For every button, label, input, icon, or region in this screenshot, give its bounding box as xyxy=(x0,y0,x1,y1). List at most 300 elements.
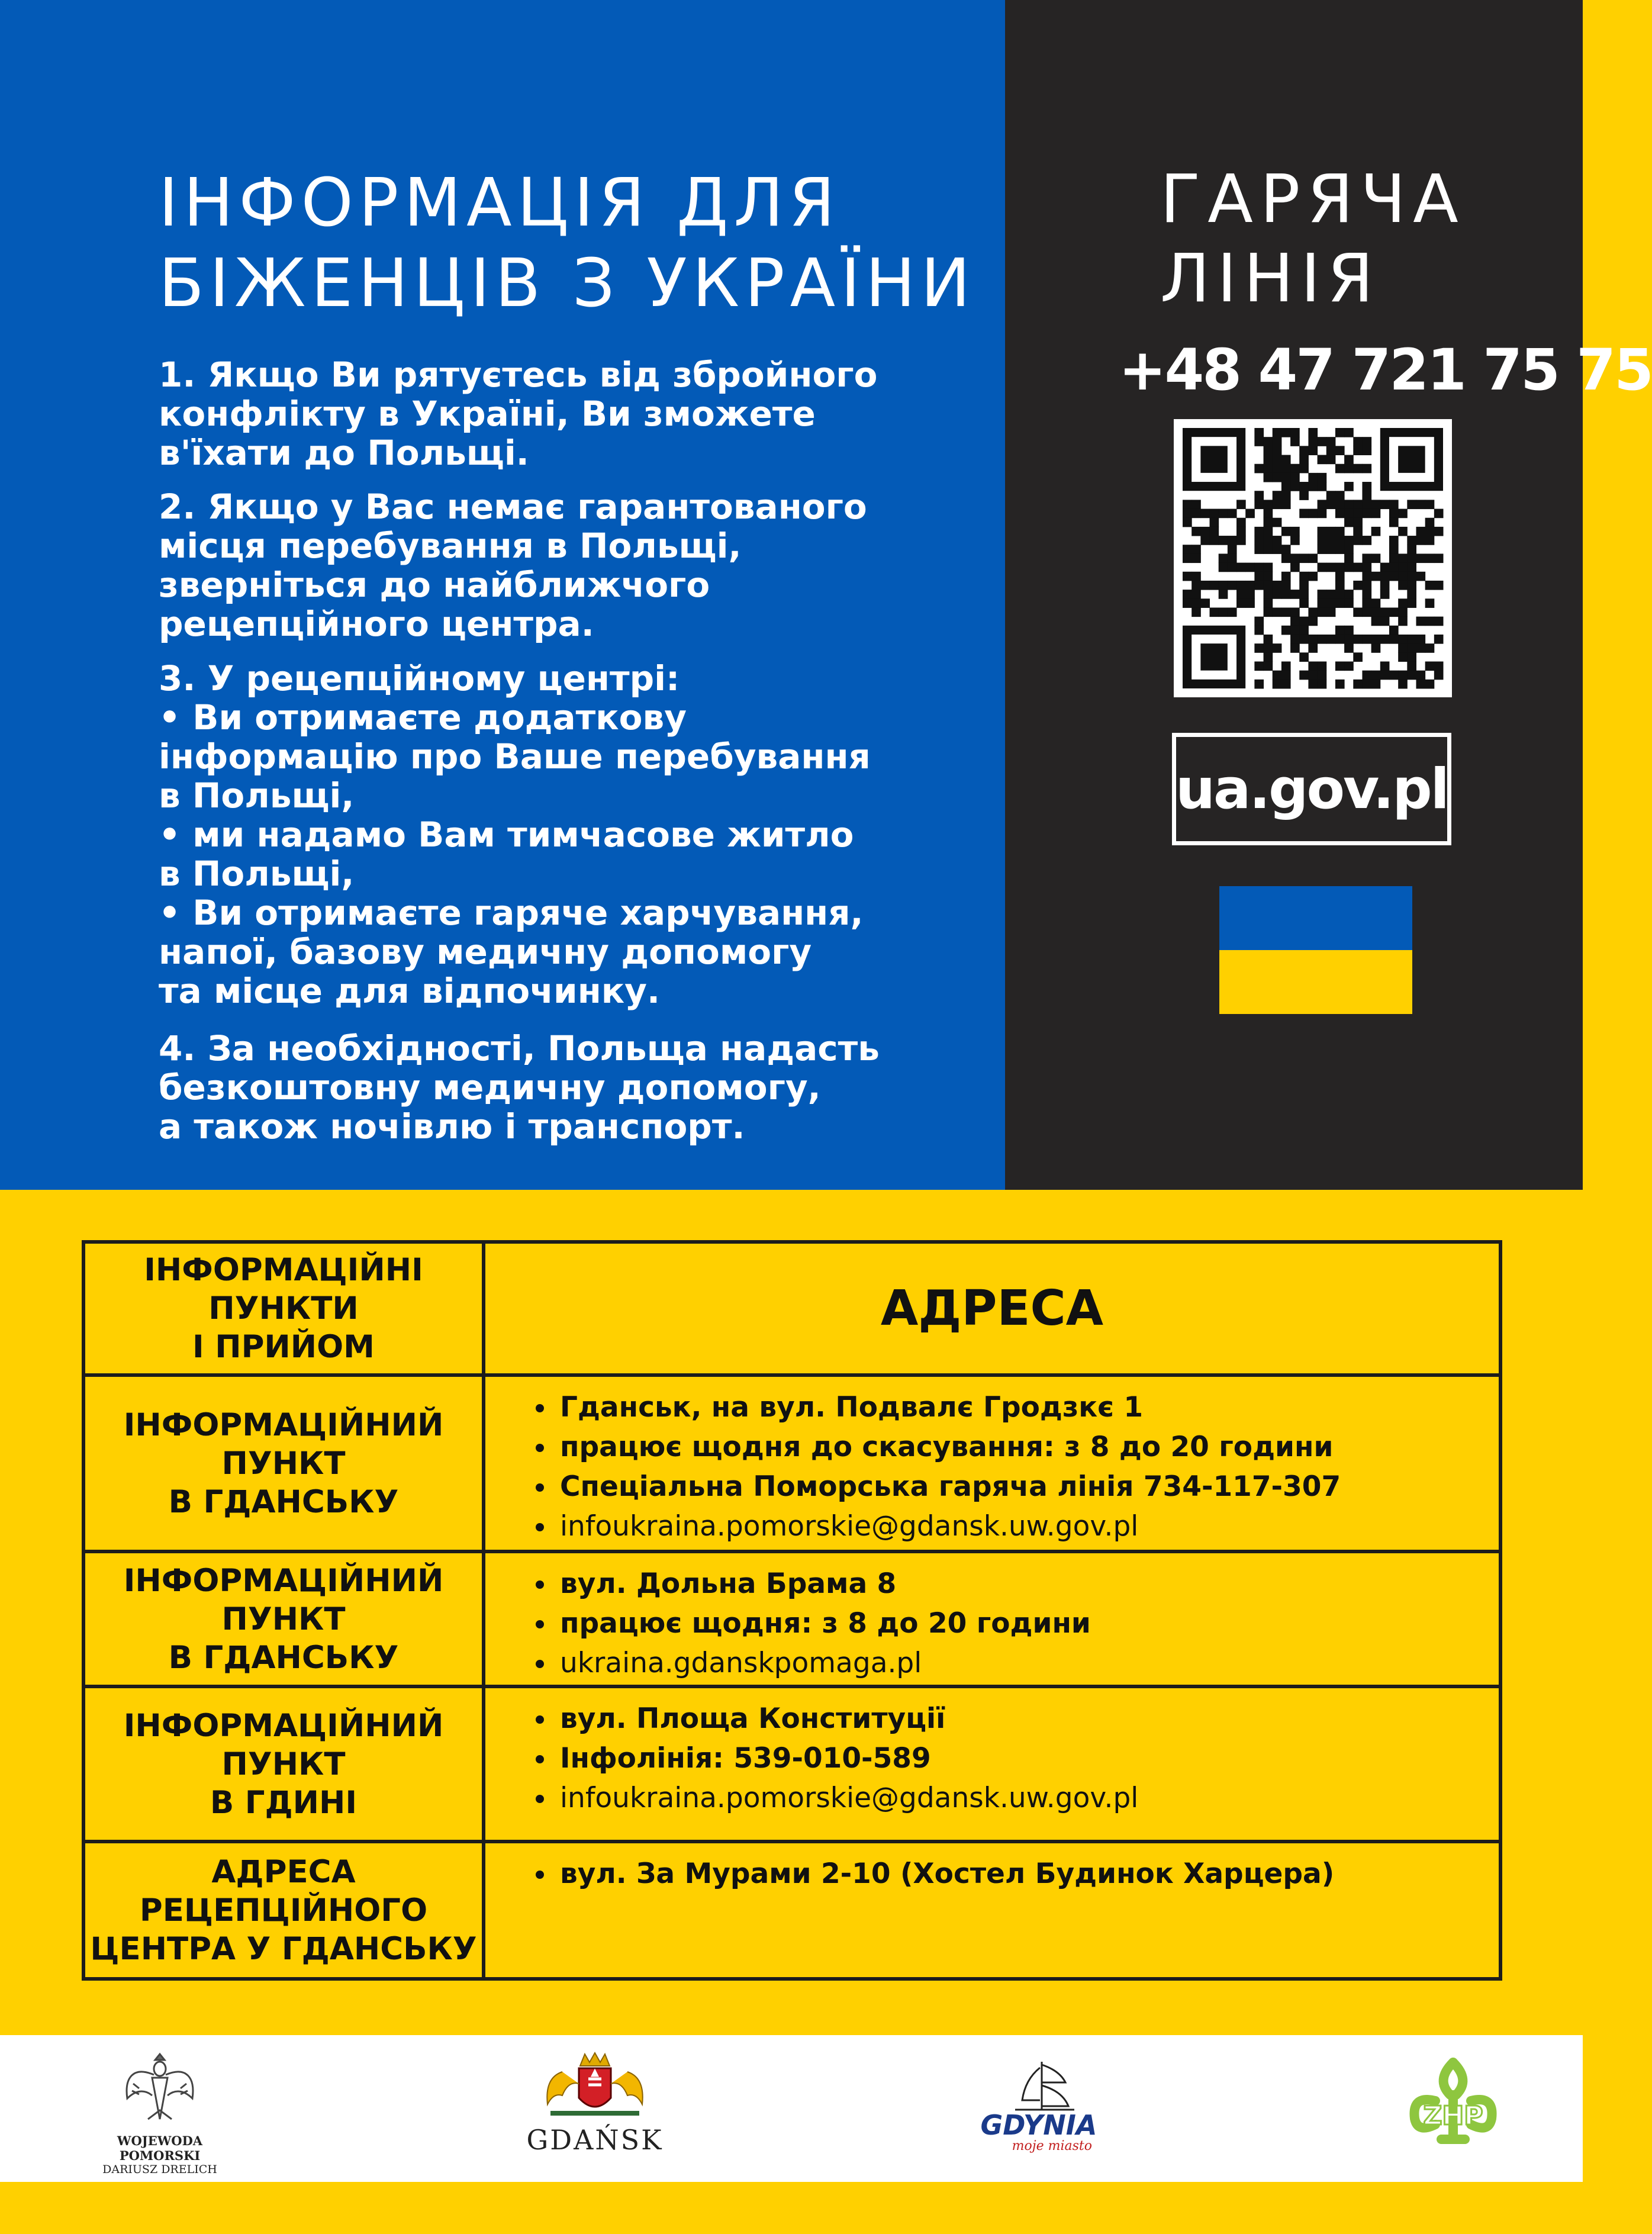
qr-module xyxy=(1362,482,1371,491)
row-title-cell xyxy=(83,1375,484,1551)
qr-module xyxy=(1326,500,1336,509)
qr-module xyxy=(1353,607,1363,617)
qr-module xyxy=(1318,680,1327,689)
qr-module xyxy=(1210,518,1219,527)
qr-module xyxy=(1380,607,1390,617)
qr-module xyxy=(1308,437,1318,446)
qr-module xyxy=(1398,652,1408,662)
qr-module xyxy=(1362,491,1371,500)
qr-module xyxy=(1281,491,1291,500)
qr-module xyxy=(1273,536,1282,545)
qr-module xyxy=(1326,607,1336,617)
qr-module xyxy=(1335,572,1345,581)
qr-module xyxy=(1344,563,1354,572)
qr-module xyxy=(1434,527,1444,536)
qr-module xyxy=(1362,563,1371,572)
qr-module xyxy=(1326,446,1336,455)
qr-module xyxy=(1407,581,1416,590)
qr-module xyxy=(1264,509,1273,519)
qr-module xyxy=(1344,464,1354,474)
qr-module xyxy=(1273,518,1282,527)
table-row xyxy=(83,1551,1500,1686)
qr-module xyxy=(1353,581,1363,590)
zhp-letters: ZHP xyxy=(1423,2101,1483,2131)
info-item-3 xyxy=(159,659,928,1010)
info-points-table xyxy=(82,1240,1502,1981)
polish-eagle-icon xyxy=(115,2042,204,2131)
qr-module xyxy=(1389,536,1399,545)
qr-module xyxy=(1416,527,1425,536)
qr-module xyxy=(1191,607,1201,617)
qr-module xyxy=(1273,671,1282,680)
qr-module xyxy=(1290,473,1300,482)
qr-module xyxy=(1407,545,1416,554)
info-line: напої, базову медичну допомогу xyxy=(159,932,812,972)
qr-module xyxy=(1434,661,1444,671)
qr-module xyxy=(1264,455,1273,465)
info-line: а також ночівлю і транспорт. xyxy=(159,1106,745,1147)
info-line: • ми надамо Вам тимчасове житло xyxy=(159,815,854,855)
qr-module xyxy=(1308,428,1318,437)
qr-module xyxy=(1281,553,1291,563)
qr-module xyxy=(1371,643,1381,653)
qr-module xyxy=(1335,446,1345,455)
qr-module xyxy=(1326,635,1336,644)
gdansk-logo xyxy=(521,2048,669,2156)
qr-module xyxy=(1344,509,1354,519)
qr-module xyxy=(1434,671,1444,680)
qr-module xyxy=(1344,545,1354,554)
qr-module xyxy=(1228,607,1237,617)
qr-module xyxy=(1318,563,1327,572)
row-title-line: ІНФОРМАЦІЙНИЙ xyxy=(123,1406,444,1443)
qr-module xyxy=(1264,527,1273,536)
info-item-4 xyxy=(159,1029,928,1146)
qr-module xyxy=(1299,491,1309,500)
row-title-line: ІНФОРМАЦІЙНИЙ xyxy=(123,1707,444,1744)
qr-module xyxy=(1371,527,1381,536)
header-line: І ПРИЙОМ xyxy=(192,1329,375,1365)
info-line: місця перебування в Польщі, xyxy=(159,526,742,566)
qr-module xyxy=(1335,680,1345,689)
qr-module xyxy=(1371,607,1381,617)
qr-module xyxy=(1273,680,1282,689)
row-address-cell xyxy=(484,1686,1500,1842)
qr-module xyxy=(1264,464,1273,474)
qr-module xyxy=(1264,563,1273,572)
qr-module xyxy=(1335,581,1345,590)
qr-module xyxy=(1434,553,1444,563)
qr-module xyxy=(1264,473,1273,482)
wojewoda-title: WOJEWODA POMORSKI xyxy=(117,2133,203,2163)
qr-module xyxy=(1254,572,1264,581)
row-title-line: ЦЕНТРА У ГДАНСЬКУ xyxy=(90,1930,477,1967)
qr-module xyxy=(1183,572,1192,581)
qr-module xyxy=(1371,572,1381,581)
qr-module xyxy=(1191,500,1201,509)
qr-module xyxy=(1254,617,1264,626)
qr-module xyxy=(1318,545,1327,554)
hotline-title xyxy=(1160,160,1574,318)
qr-module xyxy=(1254,527,1264,536)
footer-logos xyxy=(0,2035,1583,2182)
wojewoda-name: DARIUSZ DRELICH xyxy=(102,2163,217,2176)
qr-module xyxy=(1281,527,1291,536)
qr-module xyxy=(1254,428,1264,437)
website-link[interactable]: • ukraina.gdanskpomaga.pl xyxy=(556,1643,1499,1683)
qr-module xyxy=(1362,590,1371,599)
qr-module xyxy=(1389,553,1399,563)
qr-module xyxy=(1318,661,1327,671)
hotline-phone[interactable]: +48 47 721 75 75 xyxy=(1119,337,1652,403)
qr-module xyxy=(1335,428,1345,437)
qr-module xyxy=(1398,643,1408,653)
qr-module xyxy=(1191,598,1201,608)
qr-module xyxy=(1191,553,1201,563)
qr-module xyxy=(1264,661,1273,671)
qr-module xyxy=(1344,643,1354,653)
qr-module xyxy=(1200,598,1210,608)
qr-module xyxy=(1344,635,1354,644)
qr-module xyxy=(1290,437,1300,446)
qr-module xyxy=(1200,536,1210,545)
qr-module xyxy=(1407,671,1416,680)
qr-module xyxy=(1183,518,1192,527)
qr-module xyxy=(1254,626,1264,635)
qr-module xyxy=(1290,428,1300,437)
qr-module xyxy=(1326,527,1336,536)
qr-module xyxy=(1318,437,1327,446)
qr-module xyxy=(1254,491,1264,500)
row-title-cell xyxy=(83,1686,484,1842)
qr-module xyxy=(1290,643,1300,653)
qr-module xyxy=(1335,500,1345,509)
qr-module xyxy=(1344,518,1354,527)
qr-module xyxy=(1407,661,1416,671)
qr-module xyxy=(1371,635,1381,644)
qr-module xyxy=(1183,598,1192,608)
qr-module xyxy=(1380,500,1390,509)
qr-module xyxy=(1425,581,1435,590)
qr-module xyxy=(1308,509,1318,519)
qr-module xyxy=(1335,626,1345,635)
qr-module xyxy=(1425,553,1435,563)
qr-module xyxy=(1344,482,1354,491)
qr-module xyxy=(1398,635,1408,644)
qr-module xyxy=(1281,500,1291,509)
qr-module xyxy=(1236,598,1246,608)
qr-module xyxy=(1183,500,1192,509)
qr-module xyxy=(1236,536,1246,545)
qr-module xyxy=(1264,518,1273,527)
table-row xyxy=(83,1842,1500,1979)
qr-module xyxy=(1389,500,1399,509)
qr-module xyxy=(1191,509,1201,519)
qr-module xyxy=(1299,446,1309,455)
gdynia-sail-icon xyxy=(986,2059,1092,2115)
info-item-1 xyxy=(159,355,928,472)
qr-module xyxy=(1281,455,1291,465)
qr-module xyxy=(1228,509,1237,519)
row-address-cell xyxy=(484,1842,1500,1979)
qr-module xyxy=(1281,626,1291,635)
qr-module xyxy=(1290,553,1300,563)
qr-module xyxy=(1299,581,1309,590)
qr-module xyxy=(1281,428,1291,437)
qr-module xyxy=(1380,563,1390,572)
qr-module xyxy=(1353,464,1363,474)
qr-module xyxy=(1318,536,1327,545)
qr-module xyxy=(1380,671,1390,680)
qr-module xyxy=(1362,598,1371,608)
qr-module xyxy=(1362,671,1371,680)
qr-module xyxy=(1407,500,1416,509)
row-address-cell xyxy=(484,1551,1500,1686)
address-item: • працює щодня до скасування: з 8 до 20 години xyxy=(556,1427,1499,1467)
qr-module xyxy=(1335,563,1345,572)
page-title-line2: БІЖЕНЦІВ З УКРАЇНИ xyxy=(159,245,976,322)
qr-module xyxy=(1398,607,1408,617)
qr-module xyxy=(1362,536,1371,545)
qr-module xyxy=(1299,590,1309,599)
ukraine-flag-yellow-stripe xyxy=(1219,950,1412,1014)
info-line: • Ви отримаєте додаткову xyxy=(159,697,687,738)
header-points-cell xyxy=(83,1242,484,1375)
qr-module xyxy=(1273,446,1282,455)
qr-module xyxy=(1425,527,1435,536)
table-header-row xyxy=(83,1242,1500,1375)
qr-module xyxy=(1407,635,1416,644)
qr-module xyxy=(1380,635,1390,644)
qr-module xyxy=(1344,500,1354,509)
info-line: в Польщі, xyxy=(159,854,355,894)
qr-module xyxy=(1245,563,1255,572)
qr-module xyxy=(1219,581,1228,590)
email-link[interactable]: • infoukraina.pomorskie@gdansk.uw.gov.pl xyxy=(556,1506,1499,1546)
address-item: • вул. Площа Конституції xyxy=(556,1699,1499,1739)
qr-module xyxy=(1299,509,1309,519)
qr-module xyxy=(1318,455,1327,465)
qr-module xyxy=(1273,607,1282,617)
qr-module xyxy=(1362,680,1371,689)
qr-module xyxy=(1254,536,1264,545)
qr-finder-pattern xyxy=(1398,446,1425,473)
qr-module xyxy=(1228,553,1237,563)
qr-module xyxy=(1335,598,1345,608)
qr-module xyxy=(1353,446,1363,455)
address-item: • вул. За Мурами 2-10 (Хостел Будинок Харцера) xyxy=(556,1854,1499,1894)
info-line: в Польщі, xyxy=(159,775,355,816)
qr-module xyxy=(1290,626,1300,635)
qr-module xyxy=(1290,607,1300,617)
info-line: 4. За необхідності, Польща надасть xyxy=(159,1028,880,1068)
qr-module xyxy=(1362,635,1371,644)
info-line: конфлікту в Україні, Ви зможете xyxy=(159,394,816,434)
qr-module xyxy=(1254,661,1264,671)
qr-module xyxy=(1254,643,1264,653)
qr-module xyxy=(1398,553,1408,563)
qr-module xyxy=(1308,617,1318,626)
qr-module xyxy=(1353,652,1363,662)
qr-module xyxy=(1290,563,1300,572)
qr-module xyxy=(1389,607,1399,617)
row-title-line: ПУНКТ xyxy=(221,1601,346,1637)
qr-module xyxy=(1318,590,1327,599)
qr-module xyxy=(1326,563,1336,572)
hotline-title-line2: ЛІНІЯ xyxy=(1160,240,1381,317)
qr-module xyxy=(1273,590,1282,599)
gdynia-wordmark: GDYNIA xyxy=(980,2109,1097,2141)
qr-module xyxy=(1308,473,1318,482)
qr-module xyxy=(1210,536,1219,545)
qr-module xyxy=(1371,509,1381,519)
qr-module xyxy=(1273,491,1282,500)
qr-module xyxy=(1308,635,1318,644)
qr-module xyxy=(1245,509,1255,519)
qr-module xyxy=(1219,553,1228,563)
qr-code-icon[interactable] xyxy=(1174,419,1452,697)
wojewoda-logo xyxy=(77,2042,243,2176)
qr-module xyxy=(1371,553,1381,563)
qr-module xyxy=(1228,563,1237,572)
qr-module xyxy=(1326,437,1336,446)
zhp-scout-lily-icon xyxy=(1400,2050,1506,2157)
qr-module xyxy=(1344,428,1354,437)
email-link[interactable]: • infoukraina.pomorskie@gdansk.uw.gov.pl xyxy=(556,1778,1499,1818)
qr-module xyxy=(1326,598,1336,608)
qr-module xyxy=(1344,455,1354,465)
qr-module xyxy=(1335,590,1345,599)
qr-module xyxy=(1362,553,1371,563)
qr-module xyxy=(1281,671,1291,680)
qr-module xyxy=(1210,527,1219,536)
qr-module xyxy=(1335,661,1345,671)
qr-module xyxy=(1254,581,1264,590)
qr-module xyxy=(1200,527,1210,536)
qr-module xyxy=(1353,680,1363,689)
qr-module xyxy=(1389,635,1399,644)
qr-module xyxy=(1273,500,1282,509)
qr-module xyxy=(1344,598,1354,608)
qr-module xyxy=(1219,536,1228,545)
qr-module xyxy=(1264,635,1273,644)
page-title xyxy=(159,163,999,324)
qr-module xyxy=(1389,572,1399,581)
address-item: • Спеціальна Поморська гаряча лінія 734-117-307 xyxy=(556,1467,1499,1506)
qr-module xyxy=(1380,572,1390,581)
qr-module xyxy=(1254,680,1264,689)
qr-module xyxy=(1353,563,1363,572)
qr-module xyxy=(1191,545,1201,554)
qr-module xyxy=(1236,500,1246,509)
qr-module xyxy=(1264,536,1273,545)
page-title-line1: ІНФОРМАЦІЯ ДЛЯ xyxy=(159,165,841,242)
row-title-line: В ГДАНСЬКУ xyxy=(168,1483,399,1520)
qr-module xyxy=(1344,626,1354,635)
qr-module xyxy=(1273,455,1282,465)
qr-module xyxy=(1353,437,1363,446)
qr-module xyxy=(1236,563,1246,572)
qr-module xyxy=(1389,545,1399,554)
qr-module xyxy=(1290,482,1300,491)
qr-module xyxy=(1389,626,1399,635)
qr-module xyxy=(1228,536,1237,545)
qr-module xyxy=(1398,617,1408,626)
qr-module xyxy=(1299,455,1309,465)
qr-module xyxy=(1344,536,1354,545)
qr-module xyxy=(1335,536,1345,545)
qr-module xyxy=(1200,581,1210,590)
qr-module xyxy=(1353,509,1363,519)
qr-module xyxy=(1407,598,1416,608)
qr-module xyxy=(1353,527,1363,536)
qr-module xyxy=(1398,572,1408,581)
qr-module xyxy=(1416,680,1425,689)
row-title-line: В ГДИНІ xyxy=(210,1784,358,1821)
qr-module xyxy=(1273,473,1282,482)
qr-module xyxy=(1210,581,1219,590)
qr-module xyxy=(1362,437,1371,446)
qr-module xyxy=(1281,473,1291,482)
qr-module xyxy=(1326,545,1336,554)
qr-module xyxy=(1425,617,1435,626)
gdynia-logo xyxy=(962,2059,1116,2153)
qr-module xyxy=(1264,598,1273,608)
gdansk-wordmark: GDAŃSK xyxy=(526,2124,664,2156)
row-title-line: АДРЕСА xyxy=(211,1853,356,1890)
qr-module xyxy=(1299,626,1309,635)
qr-module xyxy=(1264,446,1273,455)
row-title-line: ПУНКТ xyxy=(221,1445,346,1482)
qr-module xyxy=(1281,680,1291,689)
qr-module xyxy=(1326,590,1336,599)
qr-module xyxy=(1281,661,1291,671)
qr-module xyxy=(1236,518,1246,527)
qr-module xyxy=(1353,518,1363,527)
qr-module xyxy=(1290,464,1300,474)
qr-module xyxy=(1281,464,1291,474)
qr-module xyxy=(1264,500,1273,509)
info-line: в'їхати до Польщі. xyxy=(159,433,529,473)
qr-module xyxy=(1335,464,1345,474)
info-line: 1. Якщо Ви рятуєтесь від збройного xyxy=(159,355,878,395)
address-item: • Гданськ, на вул. Подвалє Гродзкє 1 xyxy=(556,1388,1499,1427)
qr-module xyxy=(1281,581,1291,590)
website-link[interactable]: ua.gov.pl xyxy=(1172,733,1451,845)
info-line: • Ви отримаєте гаряче харчування, xyxy=(159,893,864,933)
row-title-cell xyxy=(83,1551,484,1686)
qr-module xyxy=(1398,581,1408,590)
qr-module xyxy=(1416,635,1425,644)
qr-module xyxy=(1290,617,1300,626)
qr-module xyxy=(1326,455,1336,465)
qr-module xyxy=(1281,545,1291,554)
qr-module xyxy=(1245,598,1255,608)
qr-module xyxy=(1371,680,1381,689)
qr-module xyxy=(1371,598,1381,608)
qr-module xyxy=(1425,500,1435,509)
qr-module xyxy=(1219,563,1228,572)
qr-code-graphic xyxy=(1174,419,1452,697)
qr-module xyxy=(1210,607,1219,617)
qr-module xyxy=(1308,607,1318,617)
qr-module xyxy=(1236,590,1246,599)
qr-module xyxy=(1308,572,1318,581)
info-line: зверніться до найближчого xyxy=(159,565,710,605)
qr-module xyxy=(1290,527,1300,536)
qr-module xyxy=(1290,635,1300,644)
qr-module xyxy=(1362,581,1371,590)
